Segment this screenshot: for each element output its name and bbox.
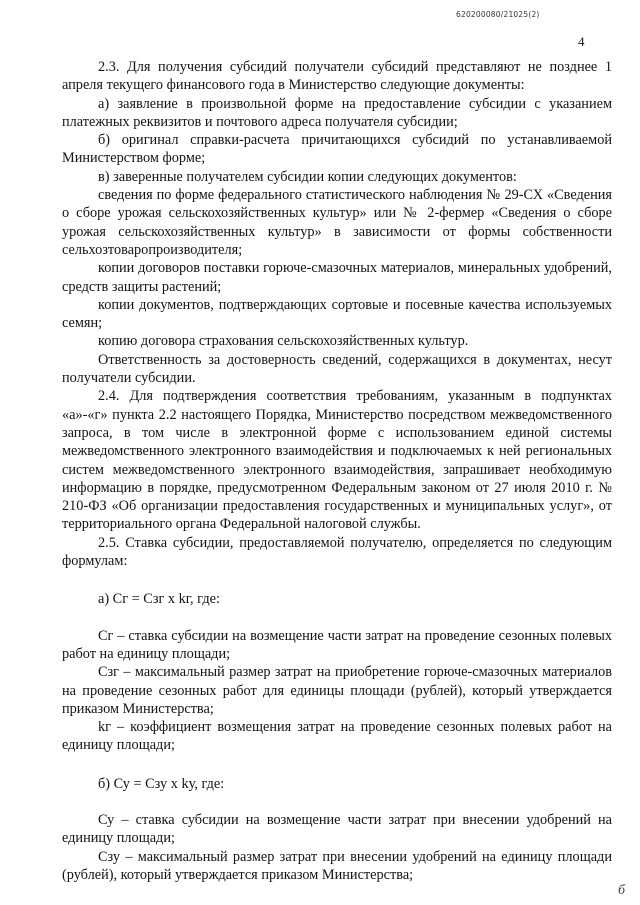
copies-seed-quality: копии документов, подтверждающих сортовые и посевные качества используемых семян; [62,296,612,332]
document-id: 620200080/21025(2) [456,10,540,19]
paragraph-2-5: 2.5. Ставка субсидии, предоставляемой получателю, определяется по следующим формулам: [62,534,612,570]
definition-czg: Сзг – максимальный размер затрат на приобретение горюче-смазочных материалов на проведение сезонных работ для единицы площади (рублей), который утверждается приказом Министерства; [62,664,612,717]
definition-kg: kг – коэффициент возмещения затрат на проведение сезонных полевых работ на единицу площади; [62,719,612,754]
corner-mark: б [618,883,626,898]
copies-supply-contracts: копии договоров поставки горюче-смазочных материалов, минеральных удобрений, средств защиты растений; [62,260,612,295]
formula-a: а) Сг = Сзг х kг, где: [98,591,220,608]
definition-czu: Сзу – максимальный размер затрат при внесении удобрений на единицу площади (рублей), который утверждается приказом Министерства; [62,848,612,883]
paragraph-2-4: 2.4. Для подтверждения соответствия требованиям, указанным в подпунктах «а»-«г» пункта 2.2 настоящего Порядка, Министерство посредством межведомственного запроса, в том числе в электронной форме с использованием единой системы межведомственного электронного взаимодействия и подключаемых к ней региональных систем межведомственного электронного взаимодействия, запрашивает необходимую информацию в порядке, предусмотренном Федеральным законом от 27 июля 2010 г. № 210-ФЗ «Об организации предоставления государственных и муниципальных услуг», от территориального органа Федеральной налоговой службы. [62,388,612,533]
item-b-certificate: б) оригинал справки-расчета причитающихся субсидий по устанавливаемой Министерством форме; [62,132,612,167]
definition-cu: Су – ставка субсидии на возмещение части затрат при внесении удобрений на единицу площади; [62,811,612,847]
formula-b: б) Су = Сзу х kу, где: [98,775,225,792]
responsibility-paragraph: Ответственность за достоверность сведений, содержащихся в документах, несут получатели субсидии. [62,351,612,387]
document-body [62,58,612,884]
page-number: 4 [578,34,585,49]
copies-statistics-form: сведения по форме федерального статистического наблюдения № 29-СХ «Сведения о сборе урожая сельскохозяйственных культур» или № 2-фермер «Сведения о сборе урожая сельскохозяйственных культур» в зависимости от формы собственности сельхозтоваропроизводителя; [62,187,612,258]
paragraph-2-3: 2.3. Для получения субсидий получатели субсидий представляют не позднее 1 апреля текущего финансового года в Министерство следующие документы: [62,59,612,94]
definition-cg: Сг – ставка субсидии на возмещение части затрат на проведение сезонных полевых работ на единицу площади; [62,627,612,662]
copy-insurance-contract: копию договора страхования сельскохозяйственных культур. [98,333,469,350]
item-c-copies: в) заверенные получателем субсидии копии следующих документов: [98,168,517,185]
item-a-application: а) заявление в произвольной форме на предоставление субсидии с указанием платежных реквизитов и почтового адреса получателя субсидии; [62,95,612,130]
